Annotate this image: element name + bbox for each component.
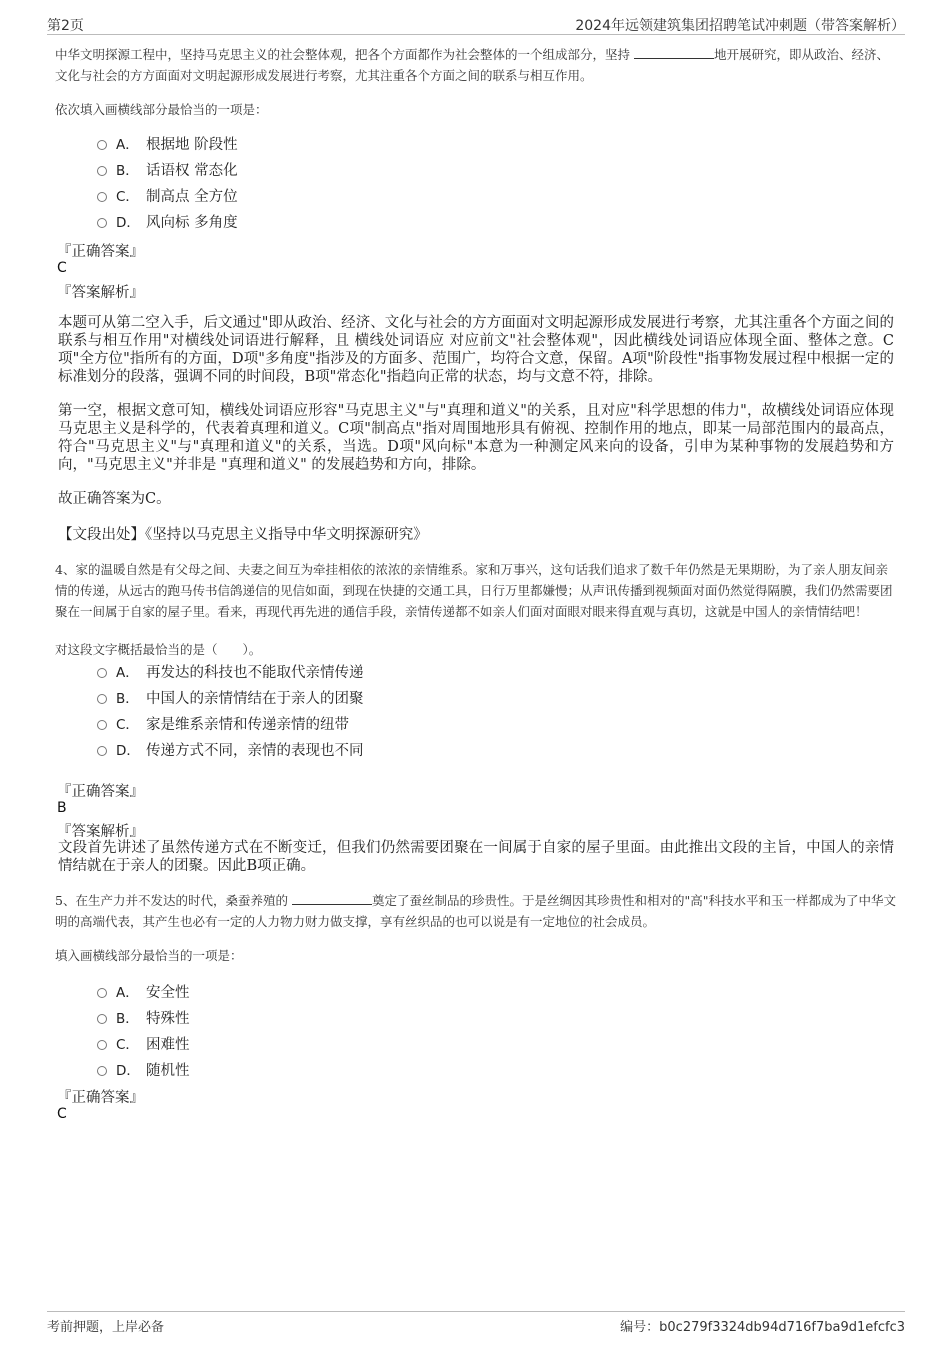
answer-label: 『正确答案』 — [57, 784, 144, 800]
question-prompt: 依次填入画横线部分最恰当的一项是： — [55, 102, 268, 117]
radio-icon[interactable] — [97, 988, 107, 998]
radio-icon[interactable] — [97, 1066, 107, 1076]
analysis-label: 『答案解析』 — [57, 824, 144, 840]
radio-icon[interactable] — [97, 746, 107, 756]
radio-icon[interactable] — [97, 166, 107, 176]
analysis-paragraph: 第一空，根据文意可知，横线处词语应形容"马克思主义"与"真理和道义"的关系，且对应"科学思想的伟力"，故横线处词语应体现马克思主义是科学的，代表着真理和道义。C项"制高点"指对周围地形具有俯视、控制作用的地点，即某一局部范围内的最高点，符合"马克思主义"与"真理和道义"的关系，当选。D项"风向标"本意为一种测定风来向的设备，引申为某种事物的发展趋势和方向，"马克思主义"并非是 "真理和道义" 的发展趋势和方向，排除。 — [58, 403, 894, 473]
source-citation: 【文段出处】《坚持以马克思主义指导中华文明探源研究》 — [58, 527, 428, 543]
analysis-label: 『答案解析』 — [57, 285, 144, 301]
radio-icon[interactable] — [97, 192, 107, 202]
correct-answer: C — [57, 1106, 67, 1122]
radio-icon[interactable] — [97, 140, 107, 150]
option-b[interactable]: B． 特殊性 — [97, 1006, 190, 1028]
option-d[interactable]: D． 传递方式不同，亲情的表现也不同 — [97, 738, 364, 760]
page-footer — [47, 1311, 905, 1336]
correct-answer: C — [57, 260, 67, 276]
answer-label: 『正确答案』 — [57, 1090, 144, 1106]
analysis-paragraph: 文段首先讲述了虽然传递方式在不断变迁，但我们仍然需要团聚在一间属于自家的屋子里面。由此推出文段的主旨，中国人的亲情情结就在于亲人的团聚。因此B项正确。 — [58, 840, 894, 874]
option-d[interactable]: D． 随机性 — [97, 1058, 190, 1080]
footer-slogan: 考前押题，上岸必备 — [47, 1320, 165, 1335]
radio-icon[interactable] — [97, 668, 107, 678]
question-prompt: 填入画横线部分最恰当的一项是： — [55, 948, 243, 963]
correct-answer: B — [57, 800, 67, 816]
radio-icon[interactable] — [97, 694, 107, 704]
document-id: 编号：b0c279f3324db94d716f7ba9d1efcfc3 — [620, 1320, 905, 1335]
question-stem: 5、在生产力并不发达的时代，桑蚕养殖的 奠定了蚕丝制品的珍贵性。于是丝绸因其珍贵性和相对的"高"科技水平和玉一样都成为了中华文明的高端代表，其产生也必有一定的人力物力财力做支撑，享有丝织品的也可以说是有一定地位的社会成员。 — [55, 893, 896, 929]
option-a[interactable]: A． 安全性 — [97, 980, 190, 1002]
document-title: 2024年远领建筑集团招聘笔试冲刺题（带答案解析） — [575, 18, 905, 34]
radio-icon[interactable] — [97, 1040, 107, 1050]
option-b[interactable]: B． 话语权 常态化 — [97, 158, 238, 180]
answer-blank — [292, 892, 372, 905]
analysis-conclusion: 故正确答案为C。 — [58, 491, 171, 507]
answer-blank — [634, 46, 714, 59]
radio-icon[interactable] — [97, 218, 107, 228]
question-stem: 4、家的温暖自然是有父母之间、夫妻之间互为牵挂相依的浓浓的亲情维系。家和万事兴，这句话我们追求了数千年仍然是无果期盼，为了亲人朋友间亲情的传递，从远古的跑马传书信鸽递信的见信如面，到现在快捷的交通工具，日行万里都嫌慢；从声讯传播到视频面对面仍然觉得隔膜，我们仍然需要团聚在一间属于自家的屋子里。看来，再现代再先进的通信手段，亲情传递都不如亲人们面对面眼对眼来得直观与真切，这就是中国人的亲情情结吧！ — [55, 562, 893, 619]
option-a[interactable]: A． 根据地 阶段性 — [97, 132, 238, 154]
analysis-paragraph: 本题可从第二空入手，后文通过"即从政治、经济、文化与社会的方方面面对文明起源形成发展进行考察，尤其注重各个方面之间的联系与相互作用"对横线处词语进行解释，且 横线处词语应 对应前文"社会整体观"，因此横线处词语应体现全面、整体之意。C项"全方位"指所有的方面，D项"多角度"指涉及的方面多、范围广，均符合文意，保留。A项"阶段性"指事物发展过程中根据一定的标准划分的段落，强调不同的时间段，B项"常态化"指趋向正常的状态，均与文意不符，排除。 — [58, 315, 894, 385]
option-c[interactable]: C． 困难性 — [97, 1032, 190, 1054]
option-b[interactable]: B． 中国人的亲情情结在于亲人的团聚 — [97, 686, 364, 708]
question-stem: 中华文明探源工程中，坚持马克思主义的社会整体观，把各个方面都作为社会整体的一个组成部分，坚持 地开展研究，即从政治、经济、文化与社会的方方面面对文明起源形成发展进行考察，尤其注重各个方面之间的联系与相互作用。 — [55, 47, 889, 83]
option-a[interactable]: A． 再发达的科技也不能取代亲情传递 — [97, 660, 364, 682]
option-c[interactable]: C． 制高点 全方位 — [97, 184, 238, 206]
question-prompt: 对这段文字概括最恰当的是（ ）。 — [55, 642, 262, 657]
option-c[interactable]: C． 家是维系亲情和传递亲情的纽带 — [97, 712, 349, 734]
answer-label: 『正确答案』 — [57, 244, 144, 260]
option-d[interactable]: D． 风向标 多角度 — [97, 210, 238, 232]
radio-icon[interactable] — [97, 720, 107, 730]
page-number: 第2页 — [47, 18, 84, 34]
radio-icon[interactable] — [97, 1014, 107, 1024]
page-header — [47, 12, 905, 35]
